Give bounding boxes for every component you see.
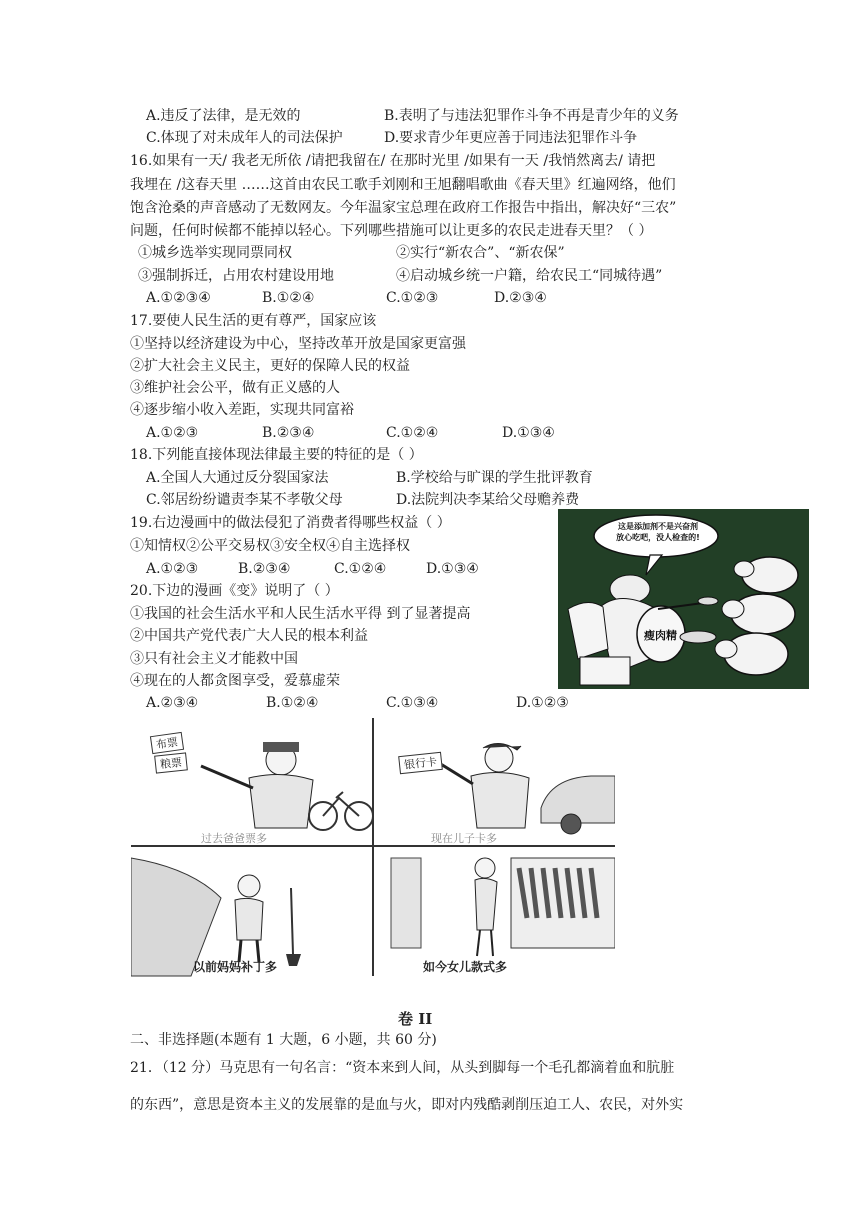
q20-option-a: A.②③④ — [146, 695, 199, 711]
q16-statement-2: ②实行“新农合”、“新农保” — [396, 245, 565, 261]
p2-caption: 现在儿子卡多 — [431, 832, 497, 845]
q16-statement-4: ④启动城乡统一户籍，给农民工“同城待遇” — [396, 268, 663, 284]
q18-option-a: A.全国人大通过反分裂国家法 — [146, 470, 329, 486]
q20-option-c: C.①③④ — [386, 695, 439, 711]
change-cartoon-drawing — [131, 718, 615, 978]
p4-caption: 如今女儿款式多 — [423, 960, 508, 974]
q17-statement-4: ④逐步缩小收入差距，实现共同富裕 — [130, 402, 354, 418]
q16-stem-line4: 问题，任何时候都不能掉以轻心。下列哪些措施可以让更多的农民走进春天里？（ ） — [130, 223, 653, 239]
pig-bubble-line1: 这是添加剂不是兴奋剂 — [618, 522, 698, 531]
q18-option-d: D.法院判决李某给父母赡养费 — [396, 492, 580, 508]
q20-statement-2: ②中国共产党代表广大人民的根本利益 — [130, 628, 368, 644]
q18-option-b: B.学校给与旷课的学生批评教育 — [396, 470, 593, 486]
q18-option-c: C.邻居纷纷谴责李某不孝敬父母 — [146, 492, 343, 508]
q16-option-c: C.①②③ — [386, 290, 439, 306]
q20-statement-1: ①我国的社会生活水平和人民生活水平得 到了显著提高 — [130, 606, 471, 622]
change-cartoon — [131, 718, 615, 978]
q20-option-d: D.①②③ — [516, 695, 569, 711]
q17-stem: 17.要使人民生活的更有尊严，国家应该 — [130, 313, 377, 329]
p1-ticket-1: 布票 — [150, 732, 184, 754]
q17-option-b: B.②③④ — [262, 425, 315, 441]
q16-statement-3: ③强制拆迁，占用农村建设用地 — [138, 268, 334, 284]
q19-option-b: B.②③④ — [238, 561, 291, 577]
q20-statement-4: ④现在的人都贪图享受，爱慕虚荣 — [130, 673, 340, 689]
section-title: 卷 II — [398, 1010, 433, 1028]
q15-option-c: C.体现了对未成年人的司法保护 — [146, 130, 343, 146]
pig-bag-label: 瘦肉精 — [644, 629, 677, 642]
q19-option-d: D.①③④ — [426, 561, 479, 577]
q16-stem-line1: 16.如果有一天/ 我老无所依 /请把我留在/ 在那时光里 /如果有一天 /我悄然离去/ 请把 — [130, 153, 656, 169]
q17-option-c: C.①②④ — [386, 425, 439, 441]
q17-statement-3: ③维护社会公平，做有正义感的人 — [130, 380, 340, 396]
p3-caption: 以前妈妈补丁多 — [193, 960, 278, 974]
q16-stem-line3: 饱含沧桑的声音感动了无数网友。今年温家宝总理在政府工作报告中指出，解决好“三农” — [130, 200, 677, 216]
q17-option-a: A.①②③ — [146, 425, 199, 441]
q15-option-d: D.要求青少年更应善于同违法犯罪作斗争 — [384, 130, 638, 146]
q16-statement-1: ①城乡选举实现同票同权 — [138, 245, 292, 261]
q17-option-d: D.①③④ — [502, 425, 555, 441]
q21-line1: 21．（12 分）马克思有一句名言：“资本来到人间，从头到脚每一个毛孔都滴着血和肮脏 — [130, 1060, 675, 1076]
q19-stem: 19.右边漫画中的做法侵犯了消费者得哪些权益（ ） — [130, 515, 451, 531]
q16-option-b: B.①②④ — [262, 290, 315, 306]
q16-option-a: A.①②③④ — [146, 290, 211, 306]
q21-line2: 的东西”，意思是资本主义的发展靠的是血与火，即对内残酷剥削压迫工人、农民，对外实 — [130, 1097, 684, 1113]
q19-option-a: A.①②③ — [146, 561, 199, 577]
pig-bubble-line2: 放心吃吧，没人检查的! — [616, 533, 700, 542]
p1-caption: 过去爸爸票多 — [201, 832, 267, 845]
q18-stem: 18.下列能直接体现法律最主要的特征的是（ ） — [130, 447, 423, 463]
q20-stem: 20.下边的漫画《变》说明了（ ） — [130, 583, 339, 599]
q15-option-a: A.违反了法律，是无效的 — [146, 108, 301, 124]
section-heading: 二、非选择题(本题有 1 大题，6 小题，共 60 分) — [130, 1032, 437, 1048]
q20-statement-3: ③只有社会主义才能救中国 — [130, 651, 298, 667]
q20-option-b: B.①②④ — [266, 695, 319, 711]
q17-statement-2: ②扩大社会主义民主，更好的保障人民的权益 — [130, 358, 410, 374]
q19-statement: ①知情权②公平交易权③安全权④自主选择权 — [130, 538, 410, 554]
p2-card: 银行卡 — [398, 752, 443, 774]
q16-option-d: D.②③④ — [494, 290, 547, 306]
p1-ticket-2: 粮票 — [154, 752, 188, 773]
q15-option-b: B.表明了与违法犯罪作斗争不再是青少年的义务 — [384, 108, 679, 124]
q16-stem-line2: 我埋在 /这春天里 ……这首由农民工歌手刘刚和王旭翻唱歌曲《春天里》红遍网络，他们 — [130, 177, 676, 193]
pig-cartoon — [558, 509, 809, 689]
q19-option-c: C.①②④ — [334, 561, 387, 577]
q17-statement-1: ①坚持以经济建设为中心，坚持改革开放是国家更富强 — [130, 336, 466, 352]
